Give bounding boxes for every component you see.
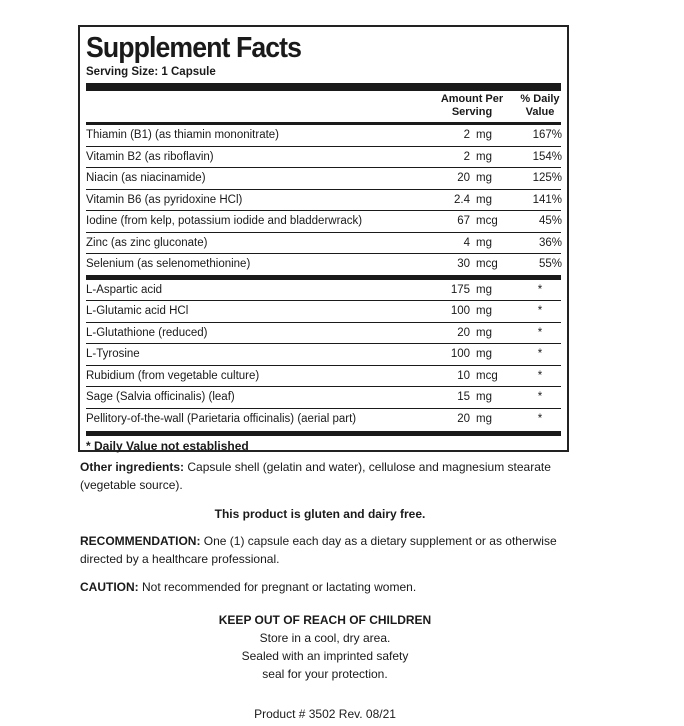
table-row <box>86 254 561 275</box>
daily-value: * <box>537 369 543 382</box>
gluten-free-text: This product is gluten and dairy free. <box>214 507 426 521</box>
table-row <box>86 190 561 212</box>
amount-value: 15 <box>457 391 470 403</box>
daily-value: 141% <box>532 193 562 206</box>
storage-line: Sealed with an imprinted safety <box>241 649 409 663</box>
table-row <box>86 280 561 302</box>
daily-value: * <box>537 348 543 360</box>
other-ingredients <box>80 458 560 494</box>
caution-text: Not recommended for pregnant or lactating women. <box>138 580 417 594</box>
keep-out-block <box>145 611 505 683</box>
table-row <box>86 211 561 233</box>
ingredient-name: L-Tyrosine <box>86 348 140 360</box>
other-ingredients-text: Capsule shell (gelatin and water), cellulose and magnesium stearate (vegetable source). <box>80 460 551 492</box>
amount-value: 30 <box>457 258 470 270</box>
ingredient-name: Niacin (as niacinamide) <box>86 172 206 184</box>
amount-value: 4 <box>463 236 470 249</box>
table-row <box>86 323 561 345</box>
thick-divider <box>86 83 561 91</box>
amount-value: 100 <box>450 348 470 360</box>
table-row <box>86 147 561 169</box>
table-row <box>86 301 561 323</box>
daily-value: * <box>537 412 543 425</box>
product-code: Product # 3502 Rev. 08/21 <box>254 707 396 721</box>
table-row <box>86 233 561 255</box>
daily-value: * <box>537 326 543 339</box>
caution-label: CAUTION: <box>80 580 139 594</box>
amount-value: 175 <box>450 283 470 296</box>
recommendation-label: RECOMMENDATION: <box>80 534 201 548</box>
amount-value: 2.4 <box>454 193 470 206</box>
vitamins-section <box>86 125 561 275</box>
amount-unit: mg <box>476 172 492 184</box>
ingredient-name: Thiamin (B1) (as thiamin mononitrate) <box>86 129 280 141</box>
daily-value: 167% <box>532 129 562 141</box>
table-header <box>86 91 561 125</box>
amount-value: 20 <box>457 412 470 425</box>
table-row <box>86 366 561 388</box>
footnote: * Daily Value not established <box>86 431 561 454</box>
table-row <box>86 409 561 430</box>
ingredient-name: L-Glutamic acid HCl <box>86 305 189 317</box>
table-row <box>86 344 561 366</box>
daily-value: * <box>537 391 543 403</box>
daily-value: 55% <box>538 258 562 270</box>
amount-unit: mcg <box>476 258 498 270</box>
amount-unit: mg <box>476 305 492 317</box>
daily-value-header: % Daily Value <box>520 93 560 118</box>
amount-value: 20 <box>457 172 470 184</box>
amount-unit: mg <box>476 283 492 296</box>
recommendation-text: One (1) capsule each day as a dietary supplement or as otherwise directed by a healthcare professional. <box>80 534 557 566</box>
table-row <box>86 387 561 409</box>
daily-value: 154% <box>532 150 562 163</box>
recommendation <box>80 532 560 568</box>
ingredient-name: Sage (Salvia officinalis) (leaf) <box>86 391 235 403</box>
amount-value: 67 <box>457 215 470 227</box>
amount-per-serving-header: Amount Per Serving <box>440 93 504 118</box>
panel-title: Supplement Facts <box>86 32 302 64</box>
daily-value: * <box>537 305 543 317</box>
ingredient-name: Pellitory-of-the-wall (Parietaria officinalis) (aerial part) <box>86 412 357 425</box>
table-row <box>86 168 561 190</box>
amount-unit: mcg <box>476 215 498 227</box>
other-nutrients-section <box>86 280 561 430</box>
gluten-free-note <box>80 505 560 523</box>
amount-unit: mg <box>476 391 492 403</box>
amount-unit: mg <box>476 150 492 163</box>
daily-value: 36% <box>538 236 562 249</box>
other-ingredients-label: Other ingredients: <box>80 460 185 474</box>
ingredient-name: Vitamin B2 (as riboflavin) <box>86 150 214 163</box>
daily-value: 125% <box>532 172 562 184</box>
ingredient-name: Rubidium (from vegetable culture) <box>86 369 260 382</box>
amount-unit: mg <box>476 193 492 206</box>
ingredient-name: L-Aspartic acid <box>86 283 163 296</box>
daily-value: * <box>537 283 543 296</box>
ingredient-name: Zinc (as zinc gluconate) <box>86 236 208 249</box>
ingredient-name: Vitamin B6 (as pyridoxine HCl) <box>86 193 243 206</box>
ingredient-name: Iodine (from kelp, potassium iodide and bladderwrack) <box>86 215 363 227</box>
ingredient-name: L-Glutathione (reduced) <box>86 326 208 339</box>
serving-size: Serving Size: 1 Capsule <box>86 66 216 78</box>
amount-value: 2 <box>463 129 470 141</box>
amount-unit: mg <box>476 348 492 360</box>
storage-line: seal for your protection. <box>262 667 388 681</box>
daily-value: 45% <box>538 215 562 227</box>
amount-value: 20 <box>457 326 470 339</box>
table-row <box>86 125 561 147</box>
caution <box>80 578 560 596</box>
amount-unit: mcg <box>476 369 498 382</box>
keep-out-heading: KEEP OUT OF REACH OF CHILDREN <box>218 613 432 627</box>
amount-value: 100 <box>450 305 470 317</box>
storage-line: Store in a cool, dry area. <box>259 631 391 645</box>
amount-unit: mg <box>476 129 492 141</box>
amount-value: 2 <box>463 150 470 163</box>
amount-unit: mg <box>476 236 492 249</box>
ingredient-name: Selenium (as selenomethionine) <box>86 258 251 270</box>
supplement-facts-panel <box>78 25 569 452</box>
amount-unit: mg <box>476 412 492 425</box>
amount-unit: mg <box>476 326 492 339</box>
amount-value: 10 <box>457 369 470 382</box>
